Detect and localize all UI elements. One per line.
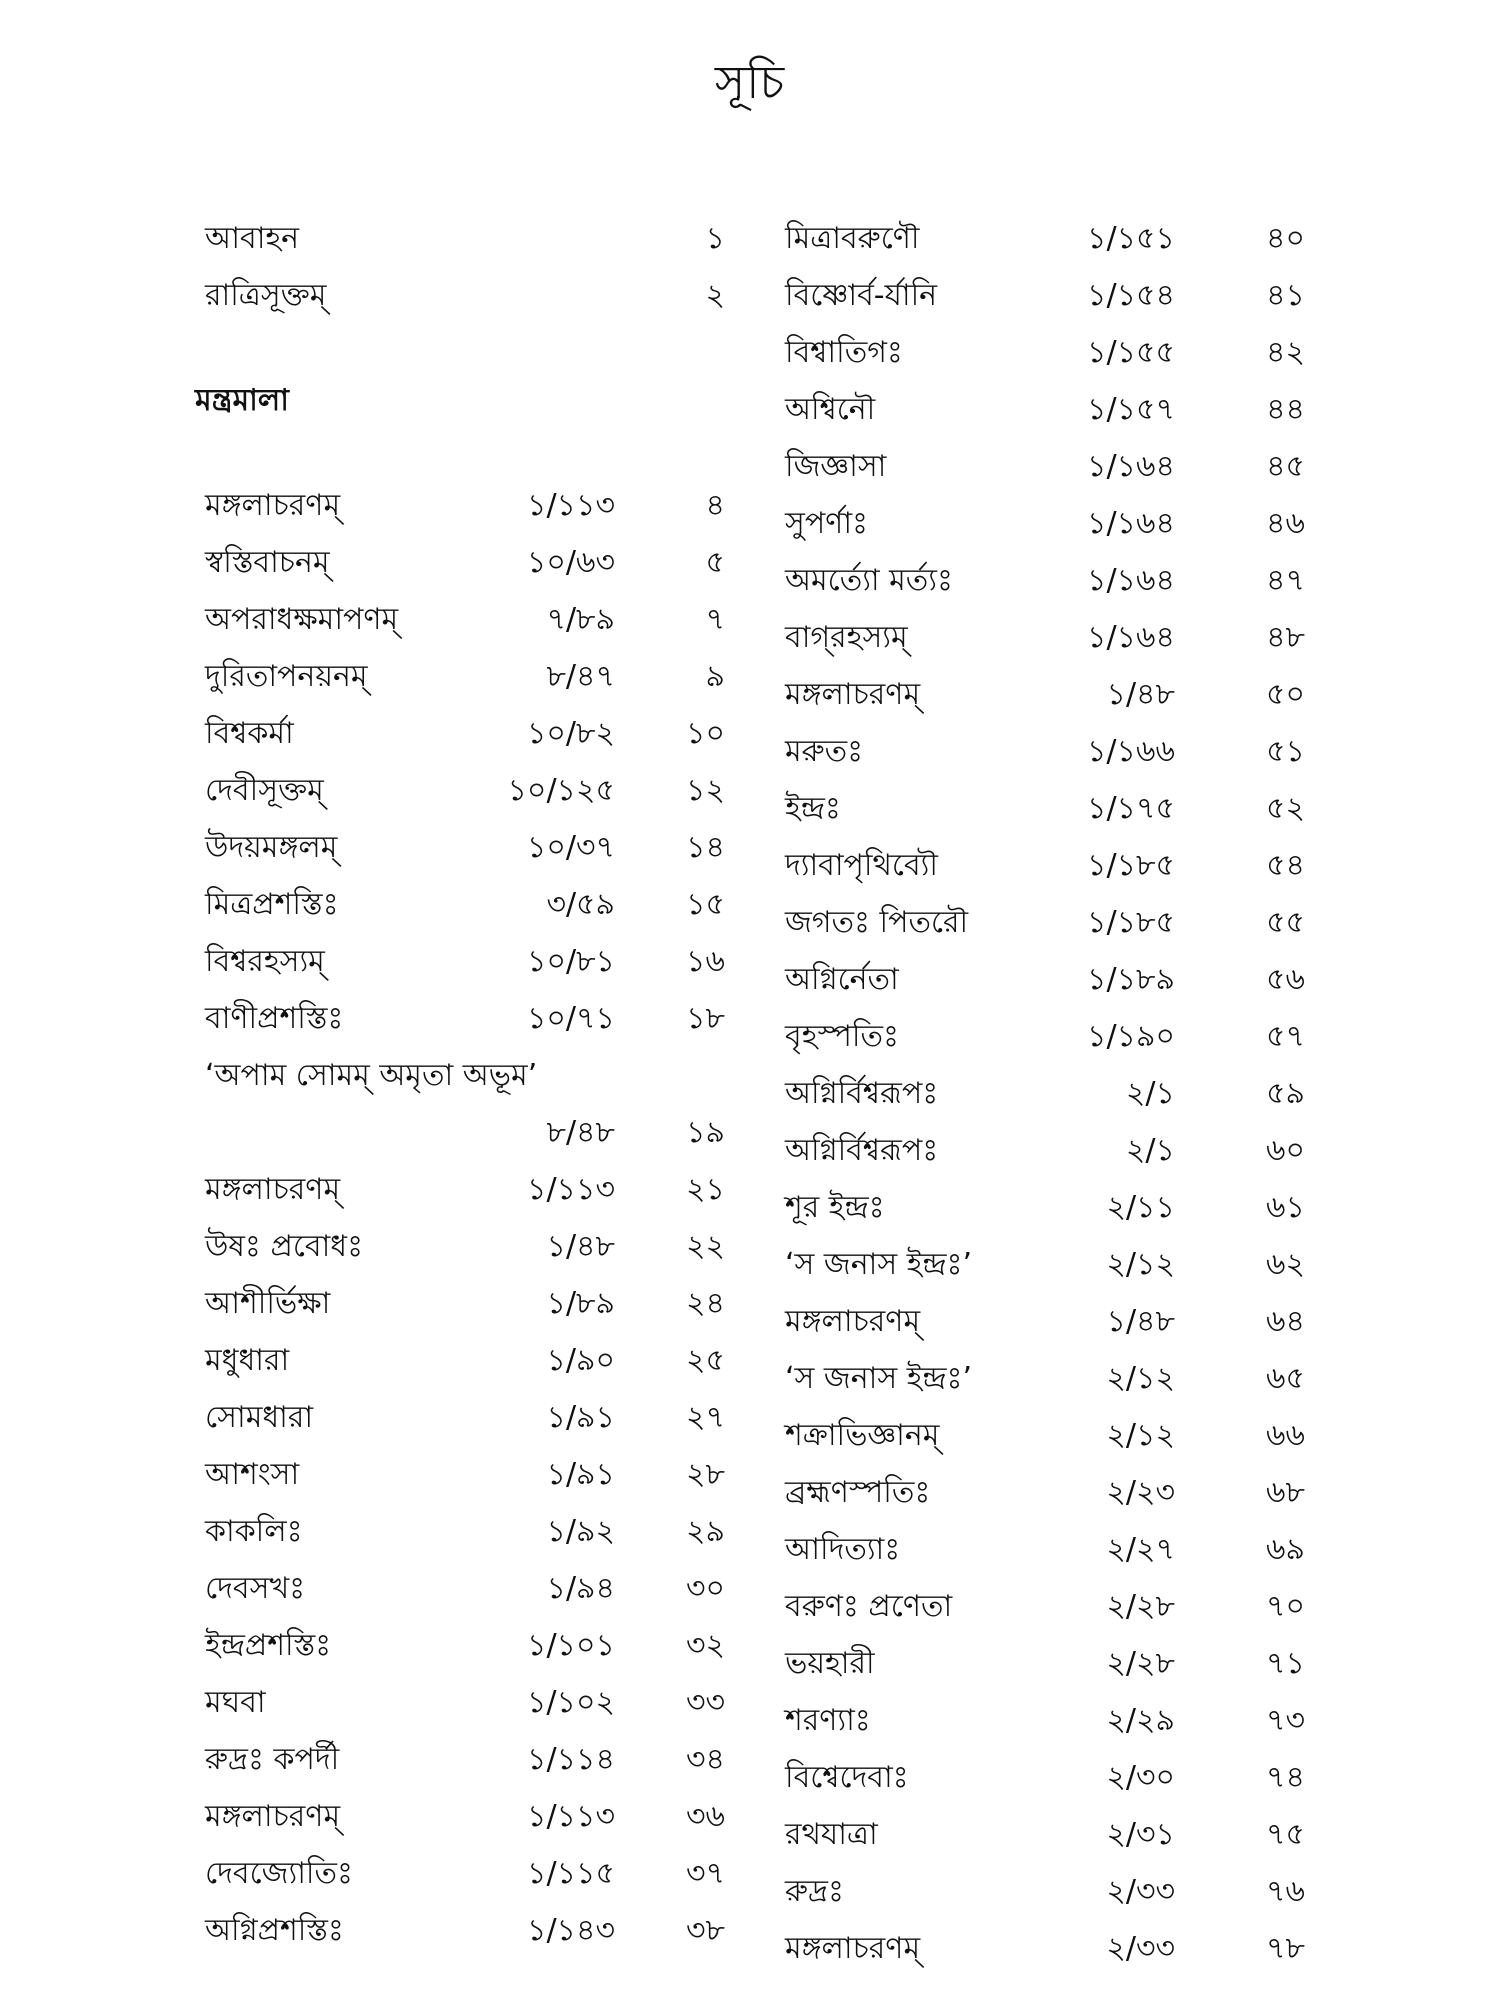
toc-ref: ১/১৫১ — [1087, 221, 1175, 256]
toc-row — [205, 933, 725, 990]
toc-ref: ১/১৭৫ — [1086, 791, 1175, 826]
toc-ref: ৭/৮৯ — [546, 602, 615, 637]
toc-title: শূর ইন্দ্রঃ — [785, 1190, 885, 1225]
toc-title: আশংসা — [205, 1457, 300, 1492]
toc-page: ৪০ — [1266, 221, 1305, 256]
toc-page: ৫১ — [1266, 734, 1305, 769]
toc-row — [205, 876, 725, 933]
toc-page: ৩২ — [685, 1628, 725, 1663]
toc-title: মধুধারা — [205, 1343, 290, 1378]
toc-page: ৪ — [705, 488, 725, 523]
toc-row — [785, 267, 1305, 324]
toc-ref: ১০/৭১ — [526, 1001, 615, 1036]
toc-title: বিষ্ণোর্ব-র্যানি — [785, 278, 938, 313]
toc-title: অগ্নির্বিশ্বরূপঃ — [785, 1133, 939, 1168]
toc-ref: ৩/৫৯ — [546, 887, 615, 922]
toc-page: ৪৭ — [1266, 563, 1305, 598]
toc-page: ১৬ — [686, 944, 725, 979]
toc-title: রুদ্রঃ কপর্দী — [205, 1742, 340, 1777]
toc-page: ৫৫ — [1266, 905, 1305, 940]
toc-row — [205, 1275, 725, 1332]
toc-ref: ১/১৮৫ — [1087, 848, 1175, 883]
toc-ref: ১/৪৮ — [1106, 677, 1175, 712]
toc-row — [785, 1692, 1305, 1749]
toc-page: ২৭ — [685, 1400, 725, 1435]
toc-title: অপরাধক্ষমাপণম্ — [205, 602, 399, 637]
toc-row — [785, 1806, 1305, 1863]
toc-ref: ১/১৬৪ — [1086, 563, 1175, 598]
toc-page: ৪৮ — [1266, 620, 1305, 655]
toc-title: মঙ্গলাচরণম্ — [785, 1931, 921, 1966]
toc-row — [205, 1845, 725, 1902]
toc-page: ৩০ — [685, 1571, 725, 1606]
section-heading — [195, 372, 725, 429]
toc-row — [205, 534, 725, 591]
toc-title: মিত্রাবরুণৌ — [785, 221, 920, 256]
toc-ref: ১/১০২ — [526, 1685, 615, 1720]
toc-title: দুরিতাপনয়নম্ — [205, 659, 368, 694]
toc-row-quote — [205, 1047, 725, 1104]
toc-row-quote-cont — [205, 1104, 725, 1161]
toc-ref: ২/২৩ — [1106, 1475, 1175, 1510]
toc-page: ৪৬ — [1266, 506, 1305, 541]
toc-page: ১৯ — [686, 1115, 725, 1150]
toc-page: ৫৯ — [1266, 1076, 1305, 1111]
toc-row — [205, 1332, 725, 1389]
toc-title: ইন্দ্রপ্রশস্তিঃ — [205, 1628, 332, 1663]
toc-page: ৫৭ — [1266, 1019, 1305, 1054]
toc-title: দ্যাবাপৃথিব্যৌ — [785, 848, 938, 883]
toc-title: উদয়মঙ্গলম্ — [205, 830, 338, 865]
toc-title: বরুণঃ প্রণেতা — [785, 1589, 953, 1624]
toc-ref: ১/৪৮ — [546, 1229, 615, 1264]
toc-ref: ২/১২ — [1106, 1418, 1175, 1453]
toc-row — [205, 1674, 725, 1731]
toc-page: ৭৩ — [1265, 1703, 1305, 1738]
toc-ref: ১/১৪৩ — [526, 1913, 615, 1948]
toc-ref: ২/১ — [1125, 1076, 1175, 1111]
toc-row — [205, 1161, 725, 1218]
toc-page: ৪৪ — [1266, 392, 1305, 427]
toc-page: ৭৫ — [1266, 1817, 1305, 1852]
toc-page: ৩৪ — [686, 1742, 725, 1777]
toc-title: অগ্নির্নেতা — [785, 962, 899, 997]
toc-title: আদিত্যাঃ — [785, 1532, 901, 1567]
toc-title: বাণীপ্রশস্তিঃ — [205, 1001, 344, 1036]
toc-title: কাকলিঃ — [205, 1514, 303, 1549]
toc-title: দেবজ্যোতিঃ — [205, 1856, 354, 1891]
toc-row — [785, 381, 1305, 438]
toc-row — [785, 1863, 1305, 1920]
toc-page: ৯ — [705, 659, 725, 694]
toc-page: ৬০ — [1265, 1133, 1305, 1168]
toc-row — [205, 990, 725, 1047]
toc-page: ২৯ — [686, 1514, 725, 1549]
toc-page: ১ — [705, 221, 725, 256]
toc-page: ৬৯ — [1266, 1532, 1305, 1567]
toc-ref: ১০/৩৭ — [526, 830, 615, 865]
toc-ref: ২/২৮ — [1106, 1589, 1175, 1624]
toc-title: উষঃ প্রবোধঃ — [205, 1229, 364, 1264]
toc-title: বাগ্‌রহস্যম্ — [785, 620, 908, 655]
toc-title: সোমধারা — [205, 1400, 314, 1435]
toc-page: ৭৮ — [1266, 1931, 1305, 1966]
toc-row — [205, 1560, 725, 1617]
toc-page: ৫৬ — [1266, 962, 1305, 997]
toc-title: বৃহস্পতিঃ — [785, 1019, 899, 1054]
toc-row — [205, 762, 725, 819]
toc-ref: ১/১৬৪ — [1086, 620, 1175, 655]
spacer — [205, 429, 725, 477]
toc-row — [205, 1446, 725, 1503]
toc-title: জিজ্ঞাসা — [785, 449, 887, 484]
toc-ref: ১/১৮৫ — [1087, 905, 1175, 940]
toc-page: ৬১ — [1266, 1190, 1305, 1225]
toc-ref: ১/১৬৬ — [1086, 734, 1175, 769]
toc-left-column — [195, 210, 725, 1959]
toc-row — [785, 951, 1305, 1008]
toc-row — [205, 1788, 725, 1845]
toc-page: ৬৫ — [1266, 1361, 1305, 1396]
toc-page: ২ — [705, 278, 725, 313]
toc-ref: ১/৪৮ — [1106, 1304, 1175, 1339]
section-heading-text: মন্ত্রমালা — [195, 383, 289, 418]
toc-title: মঙ্গলাচরণম্ — [785, 677, 921, 712]
toc-row — [205, 210, 725, 267]
toc-row — [205, 1731, 725, 1788]
toc-page: ৩৩ — [685, 1685, 725, 1720]
toc-title: মঙ্গলাচরণম্ — [205, 1799, 341, 1834]
toc-page: ৩৮ — [686, 1913, 725, 1948]
toc-page: ২২ — [685, 1229, 725, 1264]
toc-page: ৭৪ — [1266, 1760, 1305, 1795]
toc-title: বিশ্বাতিগঃ — [785, 335, 903, 370]
toc-ref: ২/১২ — [1106, 1361, 1175, 1396]
toc-ref: ১/৯১ — [546, 1400, 615, 1435]
toc-title: বিশ্বকর্মা — [205, 716, 294, 751]
toc-ref: ১০/৮১ — [526, 944, 615, 979]
toc-ref: ১/১৬৪ — [1086, 506, 1175, 541]
toc-row — [205, 705, 725, 762]
toc-title: ‘স জনাস ইন্দ্রঃ’ — [785, 1361, 973, 1396]
toc-ref: ২/১১ — [1106, 1190, 1175, 1225]
toc-title: শরণ্যাঃ — [785, 1703, 871, 1738]
toc-title: মরুতঃ — [785, 734, 864, 769]
toc-ref: ১০/৮২ — [526, 716, 615, 751]
toc-page: ১৮ — [686, 1001, 725, 1036]
toc-page: ৫ — [705, 545, 725, 580]
toc-title: আশীর্ভিক্ষা — [205, 1286, 331, 1321]
toc-page: ৬৬ — [1265, 1418, 1305, 1453]
toc-row — [205, 819, 725, 876]
toc-ref: ১০/১২৫ — [507, 773, 615, 808]
toc-ref: ১/১৯০ — [1086, 1019, 1175, 1054]
page-title: সূচি — [714, 55, 786, 109]
toc-row — [785, 1350, 1305, 1407]
toc-ref: ১/১১৫ — [527, 1856, 615, 1891]
toc-ref: ১/৯৪ — [546, 1571, 615, 1606]
toc-row — [785, 1578, 1305, 1635]
toc-title: দেবসখঃ — [205, 1571, 306, 1606]
toc-ref: ১/১১৩ — [526, 488, 615, 523]
toc-page: ৫০ — [1266, 677, 1305, 712]
toc-page: ১০ — [686, 716, 725, 751]
toc-page: ৫২ — [1266, 791, 1305, 826]
toc-page: ২১ — [686, 1172, 725, 1207]
toc-page: ৬৮ — [1266, 1475, 1305, 1510]
toc-ref: ১/১৫৫ — [1087, 335, 1175, 370]
toc-row — [785, 666, 1305, 723]
toc-row — [785, 609, 1305, 666]
toc-row — [205, 648, 725, 705]
toc-ref: ১/১৫৭ — [1086, 392, 1175, 427]
toc-row — [785, 324, 1305, 381]
toc-ref: ১/১৫৪ — [1087, 278, 1175, 313]
toc-row — [205, 1902, 725, 1959]
toc-page: ৫৪ — [1266, 848, 1305, 883]
toc-ref: ২/৩৩ — [1106, 1874, 1175, 1909]
spacer — [205, 324, 725, 372]
toc-title: ব্রহ্মণস্পতিঃ — [785, 1475, 931, 1510]
toc-row — [785, 1293, 1305, 1350]
toc-row — [785, 1179, 1305, 1236]
toc-row — [785, 894, 1305, 951]
toc-title: অগ্নিপ্রশস্তিঃ — [205, 1913, 344, 1948]
toc-ref: ২/৩৩ — [1106, 1931, 1175, 1966]
toc-row — [785, 1065, 1305, 1122]
toc-ref: ৮/৪৮ — [546, 1115, 615, 1150]
toc-row — [205, 1389, 725, 1446]
toc-ref: ১/৯১ — [546, 1457, 615, 1492]
toc-page: ৭ — [705, 602, 725, 637]
toc-title: রাত্রিসূক্তম্ — [205, 278, 327, 313]
toc-title: মঘবা — [205, 1685, 266, 1720]
toc-ref: ১/৯২ — [546, 1514, 615, 1549]
toc-title: অশ্বিনৌ — [785, 392, 876, 427]
toc-title: ইন্দ্রঃ — [785, 791, 841, 826]
toc-title: ‘স জনাস ইন্দ্রঃ’ — [785, 1247, 973, 1282]
toc-title: অগ্নির্বিশ্বরূপঃ — [785, 1076, 939, 1111]
toc-page: ২৫ — [686, 1343, 725, 1378]
toc-ref: ২/৩১ — [1106, 1817, 1175, 1852]
toc-title: স্বস্তিবাচনম্ — [205, 545, 330, 580]
toc-page: ৪২ — [1266, 335, 1305, 370]
toc-ref: ১/৮৯ — [546, 1286, 615, 1321]
toc-page: ১৪ — [686, 830, 725, 865]
toc-ref: ২/১ — [1125, 1133, 1175, 1168]
toc-ref: ২/২৭ — [1106, 1532, 1175, 1567]
toc-row — [785, 1635, 1305, 1692]
toc-title: রুদ্রঃ — [785, 1874, 844, 1909]
toc-ref: ২/২৯ — [1106, 1703, 1175, 1738]
toc-page: ১২ — [686, 773, 725, 808]
toc-title: বিশ্বরহস্যম্ — [205, 944, 325, 979]
toc-page: ৪৫ — [1266, 449, 1305, 484]
toc-row — [205, 591, 725, 648]
toc-row — [785, 1749, 1305, 1806]
toc-title: রথযাত্রা — [785, 1817, 878, 1852]
toc-title: ‘অপাম সোমম্ অমৃতা অভূম’ — [205, 1058, 538, 1093]
toc-ref: ২/২৮ — [1106, 1646, 1175, 1681]
toc-ref: ৮/৪৭ — [546, 659, 615, 694]
toc-title: মিত্রপ্রশস্তিঃ — [205, 887, 339, 922]
toc-row — [785, 780, 1305, 837]
toc-page: ২৪ — [686, 1286, 725, 1321]
toc-title: ভয়হারী — [785, 1646, 875, 1681]
toc-row — [205, 1218, 725, 1275]
toc-ref: ১/১০১ — [526, 1628, 615, 1663]
toc-title: বিশ্বেদেবাঃ — [785, 1760, 909, 1795]
toc-ref: ১/১৬৪ — [1086, 449, 1175, 484]
toc-page: ৬৪ — [1266, 1304, 1305, 1339]
toc-ref: ১/১১৩ — [526, 1172, 615, 1207]
toc-title: অমর্ত্যো মর্ত্যঃ — [785, 563, 954, 598]
toc-row — [205, 477, 725, 534]
toc-right-column — [785, 210, 1305, 1977]
toc-row — [785, 1122, 1305, 1179]
toc-ref: ১/৯০ — [546, 1343, 615, 1378]
toc-row — [785, 1521, 1305, 1578]
toc-page: ২৮ — [686, 1457, 725, 1492]
toc-row — [785, 837, 1305, 894]
toc-ref: ২/৩০ — [1106, 1760, 1175, 1795]
toc-page: ৩৬ — [685, 1799, 725, 1834]
toc-row — [205, 1503, 725, 1560]
toc-row — [785, 495, 1305, 552]
toc-title: মঙ্গলাচরণম্ — [205, 1172, 341, 1207]
toc-row — [785, 1008, 1305, 1065]
toc-row — [785, 723, 1305, 780]
toc-row — [205, 1617, 725, 1674]
toc-title: মঙ্গলাচরণম্ — [785, 1304, 921, 1339]
toc-ref: ১/১৮৯ — [1087, 962, 1175, 997]
toc-title: সুপর্ণাঃ — [785, 506, 869, 541]
toc-page: ৬২ — [1265, 1247, 1305, 1282]
toc-row — [785, 210, 1305, 267]
toc-title: দেবীসূক্তম্ — [205, 773, 324, 808]
toc-title: আবাহন — [205, 221, 300, 256]
toc-ref: ২/১২ — [1106, 1247, 1175, 1282]
toc-row — [785, 1920, 1305, 1977]
toc-title: জগতঃ পিতরৌ — [785, 905, 969, 940]
toc-row — [785, 1464, 1305, 1521]
toc-row — [785, 438, 1305, 495]
toc-page: ৩৭ — [685, 1856, 725, 1891]
toc-page: ৭১ — [1266, 1646, 1305, 1681]
toc-ref: ১/১১৪ — [527, 1742, 615, 1777]
toc-row — [205, 267, 725, 324]
toc-page: ৭৬ — [1265, 1874, 1305, 1909]
toc-row — [785, 1407, 1305, 1464]
toc-row — [785, 1236, 1305, 1293]
toc-page: ৪১ — [1266, 278, 1305, 313]
toc-row — [785, 552, 1305, 609]
toc-page: ৭০ — [1265, 1589, 1305, 1624]
toc-ref: ১/১১৩ — [526, 1799, 615, 1834]
toc-page: ১৫ — [686, 887, 725, 922]
toc-title: শক্রাভিজ্ঞানম্ — [785, 1418, 940, 1453]
toc-title: মঙ্গলাচরণম্ — [205, 488, 341, 523]
toc-ref: ১০/৬৩ — [526, 545, 615, 580]
